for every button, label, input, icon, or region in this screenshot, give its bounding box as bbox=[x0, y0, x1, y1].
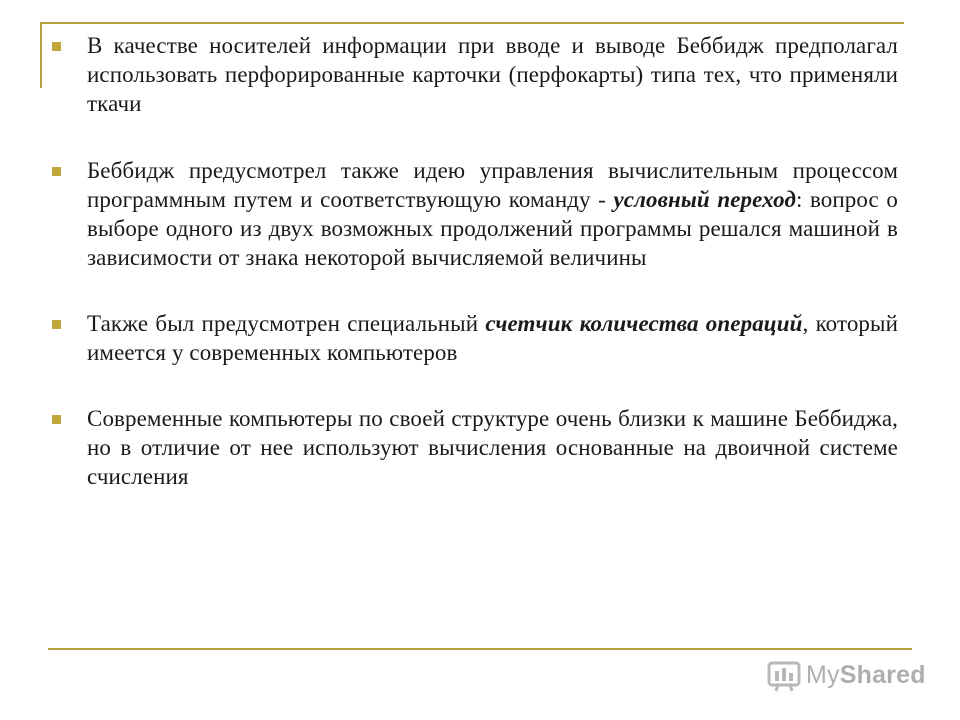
left-rule bbox=[40, 22, 42, 88]
bullet-text-4: Современные компьютеры по своей структуре очень близки к машине Беббиджа, но в отличие от нее используют вычисления основанные на двоичной системе счисления bbox=[87, 406, 898, 489]
bottom-rule bbox=[48, 648, 912, 650]
term-operation-counter: счетчик количества операций bbox=[485, 311, 803, 336]
square-bullet-icon bbox=[52, 415, 61, 424]
myshared-watermark[interactable] bbox=[766, 657, 926, 693]
square-bullet-icon bbox=[52, 167, 61, 176]
bullet-item-2 bbox=[52, 156, 898, 272]
square-bullet-icon bbox=[52, 320, 61, 329]
watermark-prefix: My bbox=[806, 660, 840, 689]
bullet-text-3-before: Также был предусмотрен специальный bbox=[87, 311, 486, 336]
bullet-item-4 bbox=[52, 404, 898, 491]
bullet-text-2-before: Беббидж предусмотрел также идею управления вычислительным процессом программным путем и соответствующую команду - bbox=[87, 158, 898, 212]
watermark-suffix: Shared bbox=[839, 660, 926, 689]
myshared-logo-icon bbox=[766, 657, 802, 693]
bullet-text-1: В качестве носителей информации при вводе и выводе Беббидж предполагал использовать перфорированные карточки (перфокарты) типа тех, что применяли ткачи bbox=[87, 33, 898, 116]
square-bullet-icon bbox=[52, 42, 61, 51]
bullet-text-3-after: , который имеется у современных компьютеров bbox=[87, 311, 898, 365]
bullet-list bbox=[52, 30, 898, 491]
bullet-text-2-after: : вопрос о выборе одного из двух возможных продолжений программы решался машиной в зависимости от знака некоторой вычисляемой величины bbox=[87, 187, 898, 270]
bullet-item-1 bbox=[52, 31, 898, 118]
top-rule bbox=[40, 22, 904, 24]
bullet-text-3 bbox=[87, 309, 898, 367]
watermark-text bbox=[806, 661, 926, 690]
term-conditional-jump: условный переход bbox=[613, 187, 796, 212]
bullet-text-2 bbox=[87, 156, 898, 272]
bullet-item-3 bbox=[52, 309, 898, 367]
